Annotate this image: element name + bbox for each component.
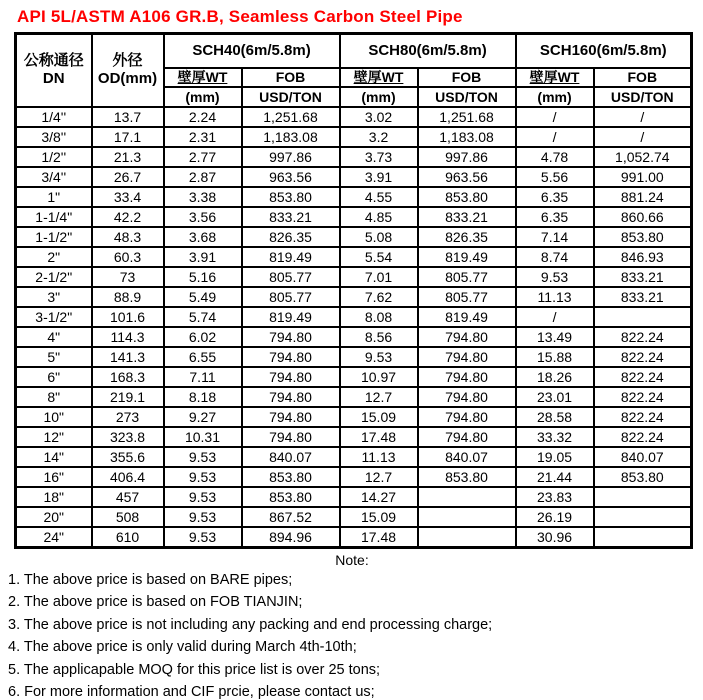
cell-sch40-wt: 2.87 bbox=[164, 167, 242, 187]
cell-sch80-fob: 833.21 bbox=[418, 207, 516, 227]
cell-sch160-fob: 853.80 bbox=[594, 227, 692, 247]
cell-sch160-fob: 822.24 bbox=[594, 327, 692, 347]
cell-sch160-wt: 15.88 bbox=[516, 347, 594, 367]
cell-sch40-wt: 9.53 bbox=[164, 447, 242, 467]
cell-od: 219.1 bbox=[92, 387, 164, 407]
cell-sch160-fob: / bbox=[594, 107, 692, 127]
cell-od: 60.3 bbox=[92, 247, 164, 267]
header-group-sch80: SCH80(6m/5.8m) bbox=[340, 34, 516, 68]
header-group-sch160: SCH160(6m/5.8m) bbox=[516, 34, 692, 68]
cell-sch40-fob: 794.80 bbox=[242, 387, 340, 407]
cell-od: 73 bbox=[92, 267, 164, 287]
cell-sch160-wt: 6.35 bbox=[516, 207, 594, 227]
table-header bbox=[16, 34, 692, 107]
cell-sch160-wt: 4.78 bbox=[516, 147, 594, 167]
cell-sch160-fob: 822.24 bbox=[594, 347, 692, 367]
cell-sch80-fob: 794.80 bbox=[418, 427, 516, 447]
cell-sch160-wt: / bbox=[516, 107, 594, 127]
cell-od: 323.8 bbox=[92, 427, 164, 447]
header-sch80-wt-unit: (mm) bbox=[340, 87, 418, 107]
cell-dn: 12" bbox=[16, 427, 92, 447]
header-group-sch40: SCH40(6m/5.8m) bbox=[164, 34, 340, 68]
note-item: 4. The above price is only valid during March 4th-10th; bbox=[8, 639, 357, 655]
cell-dn: 1-1/2" bbox=[16, 227, 92, 247]
header-sch160-fob: FOB bbox=[594, 68, 692, 87]
cell-sch160-wt: 11.13 bbox=[516, 287, 594, 307]
cell-sch40-fob: 963.56 bbox=[242, 167, 340, 187]
header-sch40-wt: 壁厚WT bbox=[164, 68, 242, 87]
cell-sch160-fob: 846.93 bbox=[594, 247, 692, 267]
cell-sch160-fob: 840.07 bbox=[594, 447, 692, 467]
cell-od: 88.9 bbox=[92, 287, 164, 307]
cell-sch80-wt: 11.13 bbox=[340, 447, 418, 467]
cell-od: 610 bbox=[92, 527, 164, 548]
cell-od: 141.3 bbox=[92, 347, 164, 367]
cell-dn: 24" bbox=[16, 527, 92, 548]
cell-dn: 2-1/2" bbox=[16, 267, 92, 287]
table-row bbox=[16, 127, 692, 147]
header-sch40-fob: FOB bbox=[242, 68, 340, 87]
cell-sch160-fob: 822.24 bbox=[594, 427, 692, 447]
cell-od: 355.6 bbox=[92, 447, 164, 467]
cell-sch40-fob: 826.35 bbox=[242, 227, 340, 247]
cell-sch160-fob: 881.24 bbox=[594, 187, 692, 207]
cell-sch80-fob: 1,251.68 bbox=[418, 107, 516, 127]
cell-sch80-wt: 5.54 bbox=[340, 247, 418, 267]
cell-sch160-fob bbox=[594, 307, 692, 327]
table-row bbox=[16, 267, 692, 287]
notes-section bbox=[0, 551, 703, 700]
notes-list bbox=[0, 569, 703, 700]
cell-sch40-wt: 9.53 bbox=[164, 507, 242, 527]
cell-od: 508 bbox=[92, 507, 164, 527]
table-row bbox=[16, 147, 692, 167]
cell-sch40-wt: 3.91 bbox=[164, 247, 242, 267]
cell-sch40-wt: 2.31 bbox=[164, 127, 242, 147]
cell-sch160-wt: 19.05 bbox=[516, 447, 594, 467]
cell-dn: 2" bbox=[16, 247, 92, 267]
cell-sch80-wt: 4.85 bbox=[340, 207, 418, 227]
cell-sch160-fob bbox=[594, 507, 692, 527]
cell-sch40-wt: 3.56 bbox=[164, 207, 242, 227]
cell-sch80-fob: 853.80 bbox=[418, 467, 516, 487]
cell-sch160-fob: 822.24 bbox=[594, 407, 692, 427]
cell-sch80-fob: 805.77 bbox=[418, 267, 516, 287]
table-row bbox=[16, 447, 692, 467]
note-item: 1. The above price is based on BARE pipes; bbox=[8, 571, 293, 588]
table-row bbox=[16, 347, 692, 367]
cell-sch80-wt: 8.08 bbox=[340, 307, 418, 327]
cell-dn: 8" bbox=[16, 387, 92, 407]
cell-sch40-wt: 10.31 bbox=[164, 427, 242, 447]
table-row bbox=[16, 527, 692, 548]
price-table bbox=[14, 32, 693, 549]
cell-sch160-fob bbox=[594, 527, 692, 548]
cell-sch80-fob bbox=[418, 507, 516, 527]
cell-sch40-fob: 794.80 bbox=[242, 407, 340, 427]
header-dn-cn: 公称通径 bbox=[23, 52, 84, 70]
header-sch80-fob: FOB bbox=[418, 68, 516, 87]
note-item: 5. The applicapable MOQ for this price list is over 25 tons; bbox=[8, 661, 381, 678]
cell-sch40-wt: 6.02 bbox=[164, 327, 242, 347]
cell-dn: 3/4'' bbox=[16, 167, 92, 187]
cell-od: 168.3 bbox=[92, 367, 164, 387]
header-od-cn: 外径 bbox=[112, 52, 143, 70]
cell-dn: 5" bbox=[16, 347, 92, 367]
cell-sch80-fob: 794.80 bbox=[418, 407, 516, 427]
cell-sch80-wt: 8.56 bbox=[340, 327, 418, 347]
table-row bbox=[16, 427, 692, 447]
cell-sch40-wt: 5.49 bbox=[164, 287, 242, 307]
cell-sch160-fob: 991.00 bbox=[594, 167, 692, 187]
cell-sch80-fob: 794.80 bbox=[418, 387, 516, 407]
cell-sch80-fob: 826.35 bbox=[418, 227, 516, 247]
cell-sch160-wt: 21.44 bbox=[516, 467, 594, 487]
cell-sch80-wt: 9.53 bbox=[340, 347, 418, 367]
cell-sch80-wt: 12.7 bbox=[340, 467, 418, 487]
table-row bbox=[16, 247, 692, 267]
cell-sch80-wt: 7.62 bbox=[340, 287, 418, 307]
cell-sch40-wt: 9.53 bbox=[164, 467, 242, 487]
cell-sch40-fob: 853.80 bbox=[242, 487, 340, 507]
cell-sch160-fob: 853.80 bbox=[594, 467, 692, 487]
cell-sch40-wt: 9.53 bbox=[164, 527, 242, 548]
cell-sch80-wt: 17.48 bbox=[340, 527, 418, 548]
cell-sch160-fob: 833.21 bbox=[594, 267, 692, 287]
cell-dn: 20" bbox=[16, 507, 92, 527]
cell-sch80-fob: 794.80 bbox=[418, 327, 516, 347]
cell-sch40-fob: 805.77 bbox=[242, 267, 340, 287]
cell-sch160-fob: / bbox=[594, 127, 692, 147]
cell-sch40-fob: 1,251.68 bbox=[242, 107, 340, 127]
table-row bbox=[16, 467, 692, 487]
cell-sch160-wt: 5.56 bbox=[516, 167, 594, 187]
cell-dn: 16" bbox=[16, 467, 92, 487]
header-sch160-wt-unit: (mm) bbox=[516, 87, 594, 107]
cell-sch40-wt: 3.38 bbox=[164, 187, 242, 207]
cell-sch80-fob: 840.07 bbox=[418, 447, 516, 467]
cell-dn: 1" bbox=[16, 187, 92, 207]
cell-sch160-wt: 8.74 bbox=[516, 247, 594, 267]
cell-sch160-wt: 9.53 bbox=[516, 267, 594, 287]
cell-sch160-wt: 7.14 bbox=[516, 227, 594, 247]
cell-sch160-fob bbox=[594, 487, 692, 507]
cell-sch160-wt: 23.01 bbox=[516, 387, 594, 407]
cell-od: 21.3 bbox=[92, 147, 164, 167]
table-row bbox=[16, 307, 692, 327]
cell-sch80-fob: 819.49 bbox=[418, 247, 516, 267]
cell-sch40-fob: 819.49 bbox=[242, 247, 340, 267]
cell-sch40-wt: 3.68 bbox=[164, 227, 242, 247]
cell-sch80-fob: 805.77 bbox=[418, 287, 516, 307]
notes-label: Note: bbox=[335, 551, 369, 568]
cell-sch40-fob: 867.52 bbox=[242, 507, 340, 527]
cell-sch40-fob: 840.07 bbox=[242, 447, 340, 467]
cell-sch160-wt: 23.83 bbox=[516, 487, 594, 507]
cell-od: 13.7 bbox=[92, 107, 164, 127]
cell-sch80-fob: 1,183.08 bbox=[418, 127, 516, 147]
cell-sch40-wt: 5.74 bbox=[164, 307, 242, 327]
header-sch40-fob-unit: USD/TON bbox=[242, 87, 340, 107]
table-row bbox=[16, 107, 692, 127]
cell-sch80-fob: 819.49 bbox=[418, 307, 516, 327]
cell-sch80-wt: 12.7 bbox=[340, 387, 418, 407]
cell-sch160-wt: 30.96 bbox=[516, 527, 594, 548]
cell-dn: 6" bbox=[16, 367, 92, 387]
cell-sch40-wt: 8.18 bbox=[164, 387, 242, 407]
cell-sch160-wt: 33.32 bbox=[516, 427, 594, 447]
note-item: 3. The above price is not including any packing and end processing charge; bbox=[8, 616, 493, 633]
cell-sch160-fob: 822.24 bbox=[594, 387, 692, 407]
cell-od: 48.3 bbox=[92, 227, 164, 247]
table-body bbox=[16, 107, 692, 548]
cell-sch80-wt: 3.2 bbox=[340, 127, 418, 147]
table-row bbox=[16, 407, 692, 427]
cell-sch40-fob: 833.21 bbox=[242, 207, 340, 227]
cell-sch80-fob bbox=[418, 487, 516, 507]
cell-sch80-wt: 3.02 bbox=[340, 107, 418, 127]
cell-sch80-wt: 3.73 bbox=[340, 147, 418, 167]
table-row bbox=[16, 287, 692, 307]
header-od-en: OD(mm) bbox=[97, 70, 158, 88]
cell-sch160-fob: 860.66 bbox=[594, 207, 692, 227]
cell-od: 273 bbox=[92, 407, 164, 427]
header-sch40-wt-unit: (mm) bbox=[164, 87, 242, 107]
cell-sch40-wt: 9.27 bbox=[164, 407, 242, 427]
cell-dn: 3-1/2" bbox=[16, 307, 92, 327]
cell-sch80-fob: 853.80 bbox=[418, 187, 516, 207]
cell-sch160-wt: 26.19 bbox=[516, 507, 594, 527]
cell-sch40-fob: 819.49 bbox=[242, 307, 340, 327]
cell-sch40-fob: 853.80 bbox=[242, 467, 340, 487]
table-row bbox=[16, 487, 692, 507]
cell-sch40-wt: 7.11 bbox=[164, 367, 242, 387]
note-item: 6. For more information and CIF prcie, please contact us; bbox=[8, 684, 375, 700]
cell-sch80-wt: 15.09 bbox=[340, 407, 418, 427]
table-row bbox=[16, 207, 692, 227]
cell-sch160-wt: 6.35 bbox=[516, 187, 594, 207]
cell-od: 33.4 bbox=[92, 187, 164, 207]
cell-sch80-wt: 17.48 bbox=[340, 427, 418, 447]
table-row bbox=[16, 227, 692, 247]
cell-sch160-fob: 1,052.74 bbox=[594, 147, 692, 167]
cell-sch40-fob: 805.77 bbox=[242, 287, 340, 307]
cell-sch160-wt: / bbox=[516, 127, 594, 147]
cell-sch80-wt: 10.97 bbox=[340, 367, 418, 387]
cell-sch80-fob bbox=[418, 527, 516, 548]
header-sch80-wt: 壁厚WT bbox=[340, 68, 418, 87]
header-sch160-fob-unit: USD/TON bbox=[594, 87, 692, 107]
table-row bbox=[16, 507, 692, 527]
cell-sch40-fob: 794.80 bbox=[242, 367, 340, 387]
cell-od: 457 bbox=[92, 487, 164, 507]
header-sch160-wt: 壁厚WT bbox=[516, 68, 594, 87]
cell-dn: 3" bbox=[16, 287, 92, 307]
cell-sch80-wt: 7.01 bbox=[340, 267, 418, 287]
cell-sch160-wt: 28.58 bbox=[516, 407, 594, 427]
table-row bbox=[16, 387, 692, 407]
cell-sch40-wt: 9.53 bbox=[164, 487, 242, 507]
cell-dn: 18" bbox=[16, 487, 92, 507]
cell-dn: 14" bbox=[16, 447, 92, 467]
table-row bbox=[16, 167, 692, 187]
cell-sch40-fob: 794.80 bbox=[242, 347, 340, 367]
cell-sch40-fob: 894.96 bbox=[242, 527, 340, 548]
table-row bbox=[16, 187, 692, 207]
cell-sch80-wt: 14.27 bbox=[340, 487, 418, 507]
cell-sch80-wt: 5.08 bbox=[340, 227, 418, 247]
cell-sch40-wt: 2.24 bbox=[164, 107, 242, 127]
cell-dn: 1/2'' bbox=[16, 147, 92, 167]
cell-dn: 1-1/4" bbox=[16, 207, 92, 227]
cell-sch40-wt: 2.77 bbox=[164, 147, 242, 167]
cell-sch80-wt: 4.55 bbox=[340, 187, 418, 207]
cell-sch160-fob: 833.21 bbox=[594, 287, 692, 307]
cell-sch160-fob: 822.24 bbox=[594, 367, 692, 387]
cell-dn: 10" bbox=[16, 407, 92, 427]
cell-od: 406.4 bbox=[92, 467, 164, 487]
cell-sch40-fob: 1,183.08 bbox=[242, 127, 340, 147]
cell-od: 114.3 bbox=[92, 327, 164, 347]
cell-sch40-fob: 794.80 bbox=[242, 327, 340, 347]
cell-sch40-wt: 5.16 bbox=[164, 267, 242, 287]
header-dn-en: DN bbox=[42, 70, 65, 88]
cell-od: 101.6 bbox=[92, 307, 164, 327]
cell-sch80-wt: 15.09 bbox=[340, 507, 418, 527]
cell-dn: 4" bbox=[16, 327, 92, 347]
cell-sch40-fob: 853.80 bbox=[242, 187, 340, 207]
cell-od: 17.1 bbox=[92, 127, 164, 147]
header-sch80-fob-unit: USD/TON bbox=[418, 87, 516, 107]
cell-sch80-fob: 997.86 bbox=[418, 147, 516, 167]
table-row bbox=[16, 327, 692, 347]
table-row bbox=[16, 367, 692, 387]
page-title: API 5L/ASTM A106 GR.B, Seamless Carbon Steel Pipe bbox=[17, 7, 463, 26]
cell-sch80-fob: 794.80 bbox=[418, 367, 516, 387]
cell-sch160-wt: 18.26 bbox=[516, 367, 594, 387]
cell-sch40-fob: 997.86 bbox=[242, 147, 340, 167]
header-dn bbox=[16, 34, 92, 107]
cell-sch80-fob: 963.56 bbox=[418, 167, 516, 187]
cell-sch80-wt: 3.91 bbox=[340, 167, 418, 187]
cell-sch160-wt: / bbox=[516, 307, 594, 327]
cell-sch160-wt: 13.49 bbox=[516, 327, 594, 347]
cell-dn: 3/8'' bbox=[16, 127, 92, 147]
cell-sch40-fob: 794.80 bbox=[242, 427, 340, 447]
cell-sch40-wt: 6.55 bbox=[164, 347, 242, 367]
cell-od: 26.7 bbox=[92, 167, 164, 187]
note-item: 2. The above price is based on FOB TIANJIN; bbox=[8, 594, 303, 610]
header-od bbox=[92, 34, 164, 107]
cell-od: 42.2 bbox=[92, 207, 164, 227]
cell-dn: 1/4'' bbox=[16, 107, 92, 127]
cell-sch80-fob: 794.80 bbox=[418, 347, 516, 367]
